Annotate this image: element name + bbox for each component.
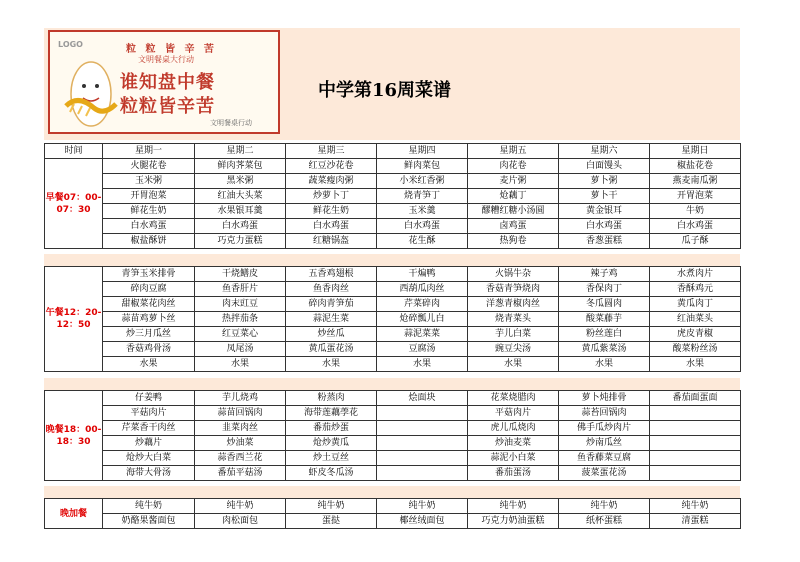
dish-cell: 牛奶 bbox=[650, 204, 741, 219]
dish-cell: 蔬菜瘦肉粥 bbox=[286, 174, 377, 189]
dish-cell: 红糖锅盔 bbox=[286, 234, 377, 249]
dish-cell: 蒜泥菜菜 bbox=[377, 327, 468, 342]
dish-cell: 火腿花卷 bbox=[103, 159, 195, 174]
dish-cell bbox=[377, 436, 468, 451]
dish-cell bbox=[377, 466, 468, 481]
dish-cell: 红豆沙花卷 bbox=[286, 159, 377, 174]
dish-cell: 火锅牛杂 bbox=[468, 267, 559, 282]
dish-cell: 肉松面包 bbox=[195, 514, 286, 529]
dish-cell: 蒜苔回锅肉 bbox=[559, 406, 650, 421]
dish-cell: 开胃泡菜 bbox=[650, 189, 741, 204]
table-row bbox=[45, 357, 741, 372]
dish-cell: 水煮肉片 bbox=[650, 267, 741, 282]
dish-cell: 炒油麦菜 bbox=[468, 436, 559, 451]
dish-cell: 虾皮冬瓜汤 bbox=[286, 466, 377, 481]
dish-cell: 纸杯蛋糕 bbox=[559, 514, 650, 529]
dish-cell: 辣子鸡 bbox=[559, 267, 650, 282]
dish-cell bbox=[650, 451, 741, 466]
dish-cell bbox=[650, 436, 741, 451]
dish-cell: 鲜肉菜包 bbox=[377, 159, 468, 174]
dish-cell: 花生酥 bbox=[377, 234, 468, 249]
dish-cell: 巧克力奶油蛋糕 bbox=[468, 514, 559, 529]
dish-cell: 粉蒸肉 bbox=[286, 391, 377, 406]
dish-cell: 平菇肉片 bbox=[468, 406, 559, 421]
dish-cell bbox=[377, 451, 468, 466]
dish-cell bbox=[377, 421, 468, 436]
dish-cell: 水果 bbox=[103, 357, 195, 372]
dish-cell: 豆腐汤 bbox=[377, 342, 468, 357]
table-row bbox=[45, 421, 741, 436]
dish-cell: 白水鸡蛋 bbox=[286, 219, 377, 234]
dish-cell: 洋葱青椒肉丝 bbox=[468, 297, 559, 312]
dish-cell: 番茄蛋汤 bbox=[468, 466, 559, 481]
meal-time-label: 晚加餐 bbox=[45, 499, 103, 529]
table-row bbox=[45, 204, 741, 219]
dish-cell: 炒南瓜丝 bbox=[559, 436, 650, 451]
dish-cell: 炒油菜 bbox=[195, 436, 286, 451]
dish-cell: 红豆菜心 bbox=[195, 327, 286, 342]
dish-cell: 白水鸡蛋 bbox=[377, 219, 468, 234]
dish-cell: 黄瓜肉丁 bbox=[650, 297, 741, 312]
dish-cell: 纯牛奶 bbox=[468, 499, 559, 514]
dish-cell: 香保肉丁 bbox=[559, 282, 650, 297]
dish-cell: 鱼香肉丝 bbox=[286, 282, 377, 297]
section-divider bbox=[44, 486, 740, 498]
column-header: 星期三 bbox=[286, 144, 377, 159]
small-logo-text: LOGO bbox=[58, 40, 83, 49]
dish-cell: 水果 bbox=[559, 357, 650, 372]
meal-time-label: 晚餐18：00-18：30 bbox=[45, 391, 103, 481]
dish-cell: 炒三月瓜丝 bbox=[103, 327, 195, 342]
dish-cell: 番茄面蛋面 bbox=[650, 391, 741, 406]
dish-cell: 碎肉豆腐 bbox=[103, 282, 195, 297]
dish-cell: 西葫瓜肉丝 bbox=[377, 282, 468, 297]
dish-cell: 蛋挞 bbox=[286, 514, 377, 529]
dish-cell: 鲜花生奶 bbox=[286, 204, 377, 219]
dish-cell: 纯牛奶 bbox=[377, 499, 468, 514]
dish-cell: 虎皮青椒 bbox=[650, 327, 741, 342]
dish-cell: 奶酪果酱面包 bbox=[103, 514, 195, 529]
dish-cell: 香菇鸡骨汤 bbox=[103, 342, 195, 357]
dish-cell: 巧克力蛋糕 bbox=[195, 234, 286, 249]
dish-cell: 冬瓜圆肉 bbox=[559, 297, 650, 312]
dish-cell: 炝碎瓢儿白 bbox=[377, 312, 468, 327]
dish-cell: 蒜苗鸡萝卜丝 bbox=[103, 312, 195, 327]
dish-cell: 椒盐花卷 bbox=[650, 159, 741, 174]
dish-cell: 番茄平菇汤 bbox=[195, 466, 286, 481]
dish-cell: 瓜子酥 bbox=[650, 234, 741, 249]
column-header-row bbox=[45, 144, 741, 159]
dish-cell: 炒丝瓜 bbox=[286, 327, 377, 342]
table-row bbox=[45, 499, 741, 514]
dish-cell: 麦片粥 bbox=[468, 174, 559, 189]
dish-cell: 热狗卷 bbox=[468, 234, 559, 249]
dish-cell: 佛手瓜炒肉片 bbox=[559, 421, 650, 436]
dish-cell: 香酥鸡元 bbox=[650, 282, 741, 297]
dish-cell: 白水鸡蛋 bbox=[650, 219, 741, 234]
logo-slogan-line-1: 谁知盘中餐 bbox=[120, 72, 215, 93]
dish-cell: 水果 bbox=[286, 357, 377, 372]
dish-cell: 芹菜香干肉丝 bbox=[103, 421, 195, 436]
dish-cell: 干煸鸭 bbox=[377, 267, 468, 282]
breakfast-table bbox=[44, 143, 741, 249]
dish-cell: 萝卜粥 bbox=[559, 174, 650, 189]
dish-cell: 水果 bbox=[468, 357, 559, 372]
dish-cell: 酸菜粉丝汤 bbox=[650, 342, 741, 357]
dish-cell: 水果 bbox=[650, 357, 741, 372]
dish-cell: 鲜肉荠菜包 bbox=[195, 159, 286, 174]
dish-cell: 平菇肉片 bbox=[103, 406, 195, 421]
table-row bbox=[45, 436, 741, 451]
dish-cell: 鱼香肝片 bbox=[195, 282, 286, 297]
dish-cell: 酸菜藤芋 bbox=[559, 312, 650, 327]
column-header: 星期四 bbox=[377, 144, 468, 159]
dish-cell: 椒盐酥饼 bbox=[103, 234, 195, 249]
dish-cell: 蒜泥生菜 bbox=[286, 312, 377, 327]
dish-cell: 炒萝卜丁 bbox=[286, 189, 377, 204]
meal-time-label: 早餐07：00-07：30 bbox=[45, 159, 103, 249]
dish-cell: 青笋玉米排骨 bbox=[103, 267, 195, 282]
dish-cell: 白水鸡蛋 bbox=[195, 219, 286, 234]
dish-cell: 烧青菜头 bbox=[468, 312, 559, 327]
column-header: 时间 bbox=[45, 144, 103, 159]
dish-cell bbox=[377, 406, 468, 421]
dish-cell: 热拌茄条 bbox=[195, 312, 286, 327]
dish-cell: 番茄炒蛋 bbox=[286, 421, 377, 436]
dish-cell: 黑米粥 bbox=[195, 174, 286, 189]
dish-cell: 萝卜炖排骨 bbox=[559, 391, 650, 406]
dish-cell: 小米红香粥 bbox=[377, 174, 468, 189]
dish-cell: 芋儿白菜 bbox=[468, 327, 559, 342]
dish-cell: 炒土豆丝 bbox=[286, 451, 377, 466]
column-header: 星期五 bbox=[468, 144, 559, 159]
dish-cell: 豌豆尖汤 bbox=[468, 342, 559, 357]
dish-cell: 肉花卷 bbox=[468, 159, 559, 174]
rice-mascot-icon bbox=[64, 54, 118, 130]
lunch-table bbox=[44, 266, 741, 372]
dish-cell bbox=[650, 466, 741, 481]
dish-cell: 甜椒菜花肉丝 bbox=[103, 297, 195, 312]
table-row bbox=[45, 514, 741, 529]
meal-time-label: 午餐12：20-12：50 bbox=[45, 267, 103, 372]
table-row bbox=[45, 297, 741, 312]
dish-cell: 水果 bbox=[377, 357, 468, 372]
dish-cell: 仔姜鸭 bbox=[103, 391, 195, 406]
dish-cell: 鲜花生奶 bbox=[103, 204, 195, 219]
dish-cell: 玉米粥 bbox=[103, 174, 195, 189]
dish-cell: 黄瓜紫菜汤 bbox=[559, 342, 650, 357]
column-header: 星期日 bbox=[650, 144, 741, 159]
dish-cell: 纯牛奶 bbox=[195, 499, 286, 514]
dish-cell: 芹菜碎肉 bbox=[377, 297, 468, 312]
dish-cell: 碎肉青笋茄 bbox=[286, 297, 377, 312]
table-row bbox=[45, 174, 741, 189]
dish-cell: 水果银耳羹 bbox=[195, 204, 286, 219]
page-title: 中学第16周菜谱 bbox=[318, 80, 452, 101]
table-row bbox=[45, 267, 741, 282]
dish-cell: 红油大头菜 bbox=[195, 189, 286, 204]
table-row bbox=[45, 391, 741, 406]
dish-cell: 白水鸡蛋 bbox=[559, 219, 650, 234]
dish-cell: 海带莲藕荸花 bbox=[286, 406, 377, 421]
dish-cell: 纯牛奶 bbox=[650, 499, 741, 514]
dish-cell: 蒜泥小白菜 bbox=[468, 451, 559, 466]
dish-cell: 蒜香西兰花 bbox=[195, 451, 286, 466]
dish-cell: 黄瓜蛋花汤 bbox=[286, 342, 377, 357]
dish-cell: 萝卜干 bbox=[559, 189, 650, 204]
dish-cell bbox=[650, 421, 741, 436]
table-row bbox=[45, 451, 741, 466]
dish-cell: 香葱蛋糕 bbox=[559, 234, 650, 249]
dish-cell bbox=[650, 406, 741, 421]
late-snack-table bbox=[44, 498, 741, 529]
table-row bbox=[45, 219, 741, 234]
section-divider bbox=[44, 254, 740, 266]
section-divider bbox=[44, 378, 740, 390]
dish-cell: 燕麦南瓜粥 bbox=[650, 174, 741, 189]
logo-sub-text: 文明餐桌大行动 bbox=[138, 55, 194, 64]
dish-cell: 花菜烧腊肉 bbox=[468, 391, 559, 406]
dish-cell: 纯牛奶 bbox=[559, 499, 650, 514]
dish-cell: 香菇青笋烧肉 bbox=[468, 282, 559, 297]
dish-cell: 红油菜头 bbox=[650, 312, 741, 327]
dish-cell: 虎儿瓜烧肉 bbox=[468, 421, 559, 436]
dish-cell: 炝炒黄瓜 bbox=[286, 436, 377, 451]
table-row bbox=[45, 312, 741, 327]
table-row bbox=[45, 406, 741, 421]
dish-cell: 炝炒大白菜 bbox=[103, 451, 195, 466]
dish-cell: 白水鸡蛋 bbox=[103, 219, 195, 234]
table-row bbox=[45, 282, 741, 297]
dish-cell: 粉丝莲白 bbox=[559, 327, 650, 342]
dish-cell: 海带大骨汤 bbox=[103, 466, 195, 481]
dish-cell: 干烧鳝皮 bbox=[195, 267, 286, 282]
logo-slogan-line-2: 粒粒皆辛苦 bbox=[120, 96, 215, 117]
dish-cell: 纯牛奶 bbox=[286, 499, 377, 514]
logo-tag-text: 文明餐桌行动 bbox=[210, 119, 252, 127]
table-row bbox=[45, 234, 741, 249]
dish-cell: 椰丝绒面包 bbox=[377, 514, 468, 529]
dish-cell: 玉米羹 bbox=[377, 204, 468, 219]
table-row bbox=[45, 342, 741, 357]
table-row bbox=[45, 466, 741, 481]
dish-cell: 醪糟红糖小汤圆 bbox=[468, 204, 559, 219]
dinner-table bbox=[44, 390, 741, 481]
slogan-logo bbox=[48, 30, 280, 134]
dish-cell: 菠菜蛋花汤 bbox=[559, 466, 650, 481]
dish-cell: 凤尾汤 bbox=[195, 342, 286, 357]
table-row bbox=[45, 327, 741, 342]
column-header: 星期六 bbox=[559, 144, 650, 159]
dish-cell: 黄金银耳 bbox=[559, 204, 650, 219]
dish-cell: 炝藕丁 bbox=[468, 189, 559, 204]
dish-cell: 白面馒头 bbox=[559, 159, 650, 174]
dish-cell: 水果 bbox=[195, 357, 286, 372]
dish-cell: 鱼香藤菜豆腐 bbox=[559, 451, 650, 466]
dish-cell: 芋儿烧鸡 bbox=[195, 391, 286, 406]
dish-cell: 清蛋糕 bbox=[650, 514, 741, 529]
column-header: 星期一 bbox=[103, 144, 195, 159]
dish-cell: 肉末豇豆 bbox=[195, 297, 286, 312]
dish-cell: 蒜苗回锅肉 bbox=[195, 406, 286, 421]
table-row bbox=[45, 189, 741, 204]
column-header: 星期二 bbox=[195, 144, 286, 159]
dish-cell: 炒藕片 bbox=[103, 436, 195, 451]
dish-cell: 韭菜肉丝 bbox=[195, 421, 286, 436]
dish-cell: 纯牛奶 bbox=[103, 499, 195, 514]
dish-cell: 五香鸡翅根 bbox=[286, 267, 377, 282]
dish-cell: 开胃泡菜 bbox=[103, 189, 195, 204]
logo-top-text: 粒 粒 皆 辛 苦 bbox=[126, 44, 217, 55]
table-row bbox=[45, 159, 741, 174]
dish-cell: 烩面块 bbox=[377, 391, 468, 406]
dish-cell: 烧青笋丁 bbox=[377, 189, 468, 204]
dish-cell: 卤鸡蛋 bbox=[468, 219, 559, 234]
